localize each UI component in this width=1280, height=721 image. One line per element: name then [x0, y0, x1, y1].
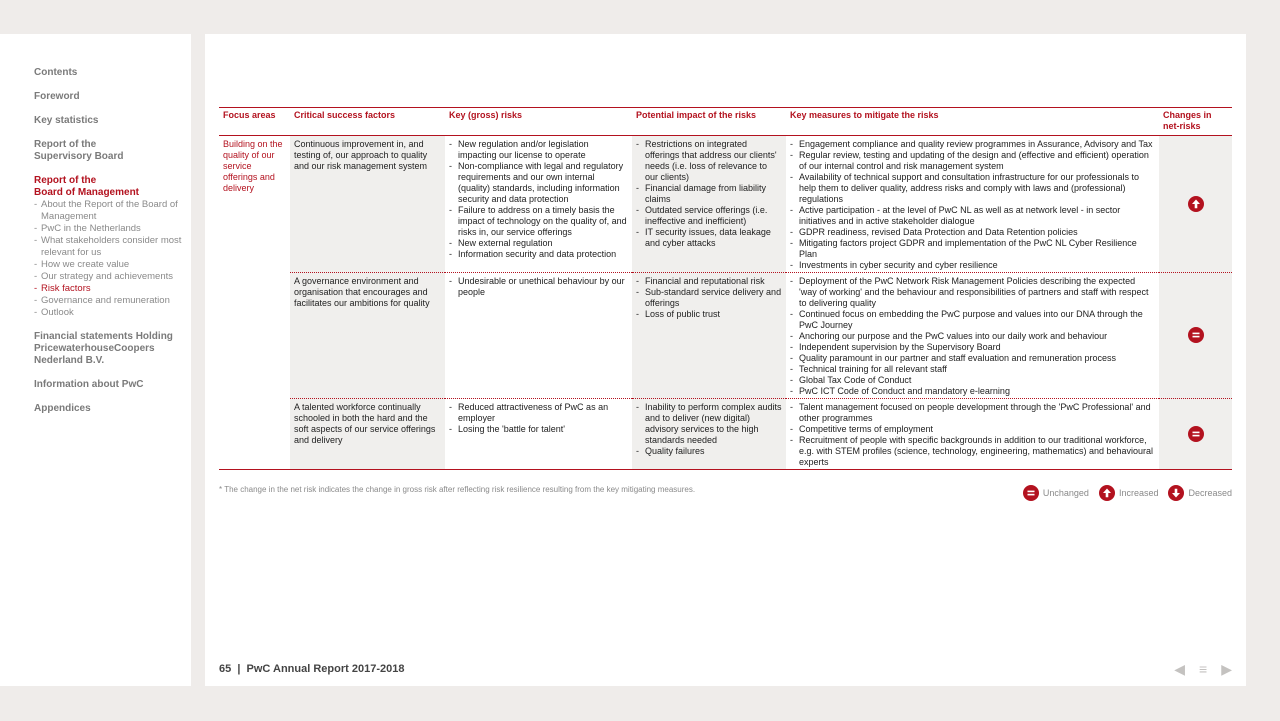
subnav-label: Our strategy and achievements [41, 271, 174, 282]
list-item: - Losing the 'battle for talent' [449, 424, 566, 434]
list-item: - Quality failures [636, 446, 705, 456]
change-cell [1159, 136, 1232, 273]
list-item: - PwC ICT Code of Conduct and mandatory e-learning [790, 386, 1010, 396]
equals-circle-icon [1023, 485, 1039, 501]
sidebar-nav [34, 67, 186, 427]
list-item: - Undesirable or unethical behaviour by our people [449, 276, 625, 297]
nav-foreword[interactable]: Foreword [34, 91, 80, 102]
impact-cell [632, 136, 786, 273]
sidebar [0, 34, 191, 686]
nav-appendices[interactable]: Appendices [34, 403, 91, 414]
subnav-label: Risk factors [41, 283, 91, 294]
measures-cell [786, 273, 1159, 399]
subnav-label: About the Report of the Board of Management [41, 199, 178, 222]
list-item: - Independent supervision by the Supervisory Board [790, 342, 1001, 352]
table-row [219, 136, 1232, 273]
header-changes-net-risks: Changes in net-risks [1159, 108, 1232, 136]
nav-financial-statements[interactable]: Financial statements Holding PricewaterhouseCoopers Nederland B.V. [34, 331, 173, 366]
list-item: - Recruitment of people with specific backgrounds in addition to our traditional workforce, e.g. with STEM profiles (science, technology, engineering, mathematics) and behavioural experts [790, 435, 1154, 467]
risks-list [449, 402, 628, 435]
list-item: - Non-compliance with legal and regulatory requirements and our own internal (quality) standards, including information security and data protection [449, 161, 624, 204]
legend-label: Increased [1118, 488, 1159, 498]
page-number-label: 65 | PwC Annual Report 2017-2018 [219, 663, 405, 675]
list-item: - Inability to perform complex audits and to deliver (new digital) advisory services to the high standards needed [636, 402, 782, 445]
list-item: - Quality paramount in our partner and staff evaluation and remuneration process [790, 353, 1117, 363]
subnav-outlook[interactable]: - Outlook [34, 307, 74, 318]
list-item: - Information security and data protection [449, 249, 617, 259]
triangle-right-icon[interactable]: ▶ [1221, 661, 1232, 677]
legend-decreased [1168, 485, 1232, 501]
list-item: - Regular review, testing and updating of the design and (effective and efficient) operation of our internal control and risk management system [790, 150, 1149, 171]
risk-table [219, 107, 1232, 470]
list-item: - Reduced attractiveness of PwC as an employer [449, 402, 609, 423]
table-row [219, 399, 1232, 470]
list-item: - Continued focus on embedding the PwC purpose and values into our DNA through the PwC Journey [790, 309, 1143, 330]
csf-cell: Continuous improvement in, and testing of, our approach to quality and our risk management system [290, 136, 445, 273]
measures-cell [786, 136, 1159, 273]
subnav-create-value[interactable]: - How we create value [34, 259, 130, 270]
subnav-label: Governance and remuneration [41, 295, 170, 306]
nav-contents[interactable]: Contents [34, 67, 78, 78]
subnav-risk-factors[interactable]: - Risk factors [34, 283, 91, 294]
nav-key-statistics[interactable]: Key statistics [34, 115, 99, 126]
nav-supervisory-board[interactable]: Report of the Supervisory Board [34, 139, 124, 162]
equals-circle-icon [1188, 327, 1204, 343]
subnav-label: PwC in the Netherlands [41, 223, 141, 234]
change-cell [1159, 399, 1232, 470]
risks-cell [445, 136, 632, 273]
header-key-measures: Key measures to mitigate the risks [786, 108, 1159, 136]
subnav-label: What stakeholders consider most relevant for us [41, 235, 182, 258]
subnav-list [34, 199, 186, 319]
legend-increased [1099, 485, 1159, 501]
change-cell [1159, 273, 1232, 399]
list-item: - GDPR readiness, revised Data Protection and Data Retention policies [790, 227, 1078, 237]
list-item: - Technical training for all relevant staff [790, 364, 947, 374]
measures-list [790, 402, 1155, 468]
list-item: - Competitive terms of employment [790, 424, 934, 434]
legend-unchanged [1023, 485, 1089, 501]
header-potential-impact: Potential impact of the risks [632, 108, 786, 136]
list-item: - Engagement compliance and quality review programmes in Assurance, Advisory and Tax [790, 139, 1153, 149]
table-row [219, 273, 1232, 399]
list-item: - Financial and reputational risk [636, 276, 765, 286]
subnav-governance[interactable]: - Governance and remuneration [34, 295, 170, 306]
list-item: - New external regulation [449, 238, 553, 248]
page-content [205, 34, 1246, 686]
lines-icon[interactable]: ≡ [1199, 661, 1208, 677]
list-item: - Deployment of the PwC Network Risk Management Policies describing the expected 'way of working' and the behaviour and responsibilities of partners and staff with respect to delivering quality [790, 276, 1149, 308]
triangle-left-icon[interactable]: ◀ [1174, 661, 1186, 677]
equals-circle-icon [1188, 426, 1204, 442]
impact-list [636, 276, 782, 320]
impact-cell [632, 399, 786, 470]
table-footnote: * The change in the net risk indicates the change in gross risk after reflecting risk resilience resulting from the key mitigating measures. [219, 485, 696, 494]
risks-list [449, 276, 628, 298]
legend-label: Unchanged [1042, 488, 1089, 498]
subnav-about-report[interactable]: - About the Report of the Board of Management [34, 199, 186, 223]
impact-list [636, 139, 782, 249]
arrow-up-circle-icon [1188, 196, 1204, 212]
list-item: - Anchoring our purpose and the PwC values into our daily work and behaviour [790, 331, 1108, 341]
subnav-strategy[interactable]: - Our strategy and achievements [34, 271, 174, 282]
impact-list [636, 402, 782, 457]
subnav-stakeholders[interactable]: - What stakeholders consider most relevant for us [34, 235, 186, 259]
impact-cell [632, 273, 786, 399]
list-item: - Failure to address on a timely basis the impact of technology on the quality of, and risks in, our service offerings [449, 205, 627, 237]
legend-label: Decreased [1188, 488, 1232, 498]
nav-information-about-pwc[interactable]: Information about PwC [34, 379, 144, 390]
subnav-label: Outlook [41, 307, 74, 318]
subnav-label: How we create value [41, 259, 130, 270]
list-item: - Mitigating factors project GDPR and implementation of the PwC NL Cyber Resilience Plan [790, 238, 1137, 259]
list-item: - Sub-standard service delivery and offerings [636, 287, 782, 308]
subnav-pwc-netherlands[interactable]: - PwC in the Netherlands [34, 223, 141, 234]
list-item: - Restrictions on integrated offerings that address our clients' needs (i.e. loss of relevance to our clients) [636, 139, 777, 182]
risks-cell [445, 399, 632, 470]
list-item: - IT security issues, data leakage and cyber attacks [636, 227, 771, 248]
header-key-risks: Key (gross) risks [445, 108, 632, 136]
focus-area-cell: Building on the quality of our service offerings and delivery [223, 139, 283, 193]
list-item: - Availability of technical support and consultation infrastructure for our professionals to help them to deliver quality, address risks and comply with laws and (professional) regulations [790, 172, 1140, 204]
csf-cell: A governance environment and organisation that encourages and facilitates our ambitions for quality [290, 273, 445, 399]
list-item: - New regulation and/or legislation impacting our license to operate [449, 139, 589, 160]
header-focus-areas: Focus areas [219, 108, 290, 136]
list-item: - Active participation - at the level of PwC NL as well as at network level - in sector initiatives and in active stakeholder dialogue [790, 205, 1121, 226]
arrow-up-circle-icon [1099, 485, 1115, 501]
list-item: - Outdated service offerings (i.e. ineffective and inefficient) [636, 205, 768, 226]
header-critical-success-factors: Critical success factors [290, 108, 445, 136]
list-item: - Loss of public trust [636, 309, 721, 319]
table-header-row [219, 108, 1232, 136]
legend [1013, 485, 1232, 501]
csf-cell: A talented workforce continually schooled in both the hard and the soft aspects of our service offerings and delivery [290, 399, 445, 470]
list-item: - Global Tax Code of Conduct [790, 375, 912, 385]
nav-board-of-management[interactable]: Report of the Board of Management [34, 175, 140, 198]
risks-list [449, 139, 628, 260]
measures-list [790, 139, 1155, 271]
measures-cell [786, 399, 1159, 470]
list-item: - Financial damage from liability claims [636, 183, 767, 204]
pager [1160, 662, 1232, 676]
list-item: - Investments in cyber security and cyber resilience [790, 260, 998, 270]
arrow-down-circle-icon [1168, 485, 1184, 501]
list-item: - Talent management focused on people development through the 'PwC Professional' and other programmes [790, 402, 1151, 423]
measures-list [790, 276, 1155, 397]
risks-cell [445, 273, 632, 399]
